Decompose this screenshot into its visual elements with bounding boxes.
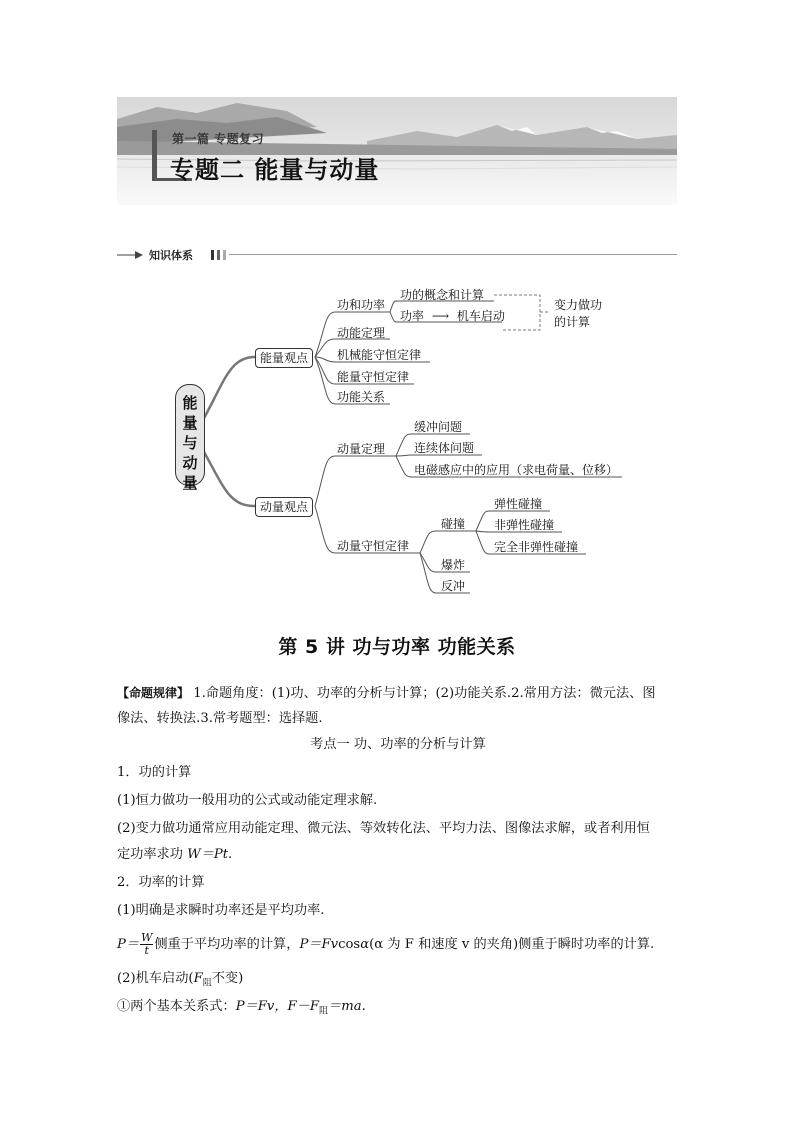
rule-paragraph-line-1: [117, 680, 679, 707]
paragraph-variable-force-line-2: [117, 842, 679, 868]
formula: F: [193, 971, 203, 986]
node-inelastic: 非弹性碰撞: [494, 518, 555, 532]
formula: P＝Fv，F－F: [235, 999, 320, 1014]
power-label: 功率: [400, 309, 425, 323]
node-recoil: 反冲: [441, 579, 466, 593]
engine-start-label: 机车启动: [456, 309, 505, 323]
node-buffer: 缓冲问题: [414, 420, 463, 434]
banner-subtitle: 第一篇 专题复习: [172, 132, 265, 146]
paragraph-engine-start: [117, 966, 679, 997]
node-energy-conservation: 能量守恒定律: [337, 370, 410, 384]
node-perfect-inelastic: 完全非弹性碰撞: [494, 540, 579, 554]
text: ①两个基本关系式：: [117, 999, 236, 1014]
node-work-concept: 功的概念和计算: [400, 288, 485, 302]
fraction: [140, 932, 153, 957]
formula: P＝Fv: [299, 937, 339, 952]
subscript: 阻: [319, 1006, 329, 1017]
node-momentum-conservation: 动量守恒定律: [337, 539, 410, 553]
paragraph-basic-relations: [117, 994, 679, 1025]
node-collision: 碰撞: [441, 517, 466, 531]
section-label: 知识体系: [149, 249, 193, 262]
node-variable-force-2: 的计算: [554, 315, 591, 329]
root-char: 动: [182, 454, 198, 472]
node-continuous: 连续体问题: [414, 441, 475, 455]
text: (2)机车启动(: [117, 971, 194, 986]
root-char: 与: [182, 434, 198, 452]
root-char: 量: [182, 474, 198, 492]
formula: ＝ma.: [328, 999, 366, 1014]
node-elastic: 弹性碰撞: [494, 497, 543, 511]
mindmap-root: [175, 384, 205, 492]
node-mech-conservation: 机械能守恒定律: [337, 348, 422, 362]
kaodian-heading: 考点一 功、功率的分析与计算: [310, 737, 486, 752]
denominator: t: [144, 944, 149, 957]
heading-work-calc: 1．功的计算: [117, 765, 192, 780]
formula: α: [360, 937, 370, 952]
rule-text: 1.命题角度：(1)功、功率的分析与计算；(2)功能关系.2.常用方法：微元法、图: [189, 686, 656, 701]
node-emi: 电磁感应中的应用（求电荷量、位移）: [414, 463, 619, 477]
paragraph-power-formulas: [117, 932, 679, 958]
paragraph-instant-vs-average: (1)明确是求瞬时功率还是平均功率.: [117, 903, 325, 918]
node-momentum: 动量观点: [255, 497, 313, 517]
text: 侧重于平均功率的计算，: [154, 937, 300, 952]
text: 定功率求功: [117, 847, 188, 862]
node-energy: 能量观点: [255, 348, 313, 368]
node-explosion: 爆炸: [441, 558, 466, 572]
root-char: 量: [182, 414, 198, 432]
node-kinetic-theorem: 动能定理: [337, 326, 386, 340]
banner-title: 专题二 能量与动量: [170, 156, 380, 184]
paragraph-constant-force: (1)恒力做功一般用功的公式或动能定理求解.: [117, 793, 378, 808]
formula: W＝Pt.: [187, 847, 233, 862]
node-work-energy: 功能关系: [337, 390, 386, 404]
node-variable-force-1: 变力做功: [554, 298, 603, 312]
arrow-right-icon: ⟶: [431, 309, 450, 323]
text: (α 为 F 和速度 v 的夹角)侧重于瞬时功率的计算.: [369, 937, 655, 952]
heading-power-calc: 2．功率的计算: [117, 875, 205, 890]
paragraph-variable-force-line-1: (2)变力做功通常应用动能定理、微元法、等效转化法、平均力法、图像法求解，或者利用恒: [117, 821, 650, 836]
numerator: W: [141, 931, 153, 944]
subscript: 阻: [202, 978, 212, 989]
node-momentum-theorem: 动量定理: [337, 442, 386, 456]
text: cos: [338, 937, 361, 952]
text: 不变): [211, 971, 244, 986]
rule-paragraph-line-2: 像法、转换法.3.常考题型：选择题.: [117, 711, 323, 726]
rule-tag: 【命题规律】: [117, 686, 190, 700]
formula: P＝: [117, 937, 140, 952]
lecture-title: 第 5 讲 功与功率 功能关系: [278, 636, 516, 658]
node-work-power: 功和功率: [337, 298, 386, 312]
root-char: 能: [182, 394, 198, 412]
node-engine-start: [400, 309, 505, 323]
